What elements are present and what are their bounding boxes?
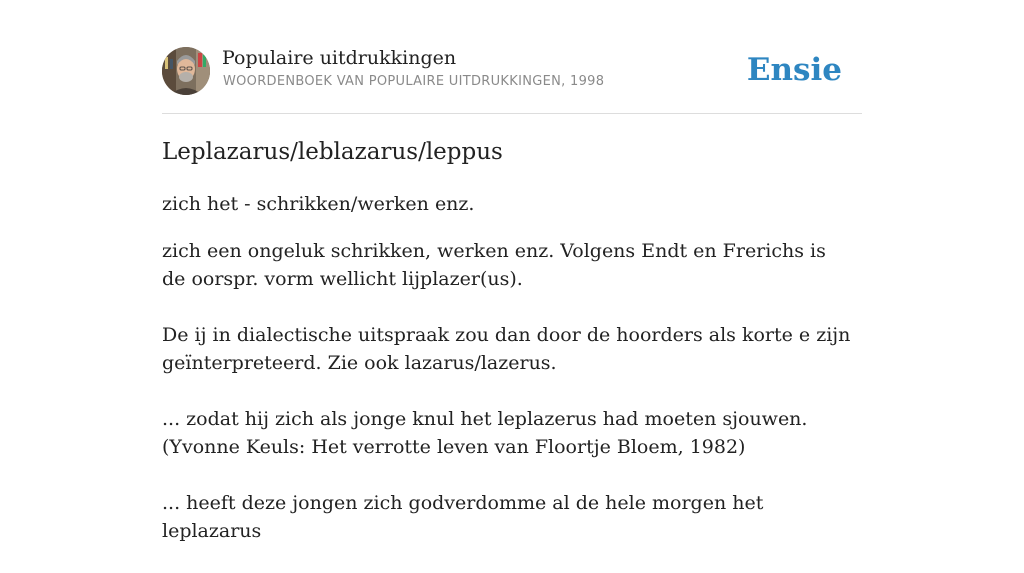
entry-headword: Leplazarus/leblazarus/leppus xyxy=(162,139,503,165)
brand-logo[interactable]: Ensie xyxy=(746,52,842,88)
entry-body xyxy=(162,237,852,573)
header-divider xyxy=(162,113,862,114)
entry-paragraph: zich een ongeluk schrikken, werken enz. Volgens Endt en Frerichs is de oorspr. vorm wellicht lijplazer(us). xyxy=(162,240,826,290)
entry-summary: zich het - schrikken/werken enz. xyxy=(162,193,475,215)
entry-paragraph: ... heeft deze jongen zich godverdomme al de hele morgen het leplazarus xyxy=(162,492,764,542)
source-header xyxy=(162,46,862,96)
source-title[interactable]: Populaire uitdrukkingen xyxy=(222,47,457,69)
source-subtitle: WOORDENBOEK VAN POPULAIRE UITDRUKKINGEN, 1998 xyxy=(223,74,605,89)
author-portrait-icon xyxy=(162,47,210,95)
entry-paragraph: ... zodat hij zich als jonge knul het leplazerus had moeten sjouwen. (Yvonne Keuls: Het verrotte leven van Floortje Bloem, 1982) xyxy=(162,408,808,458)
author-avatar[interactable] xyxy=(162,47,210,95)
entry-paragraph: De ij in dialectische uitspraak zou dan door de hoorders als korte e zijn geïnterpreteerd. Zie ook lazarus/lazerus. xyxy=(162,324,851,374)
entry-card xyxy=(162,0,862,542)
